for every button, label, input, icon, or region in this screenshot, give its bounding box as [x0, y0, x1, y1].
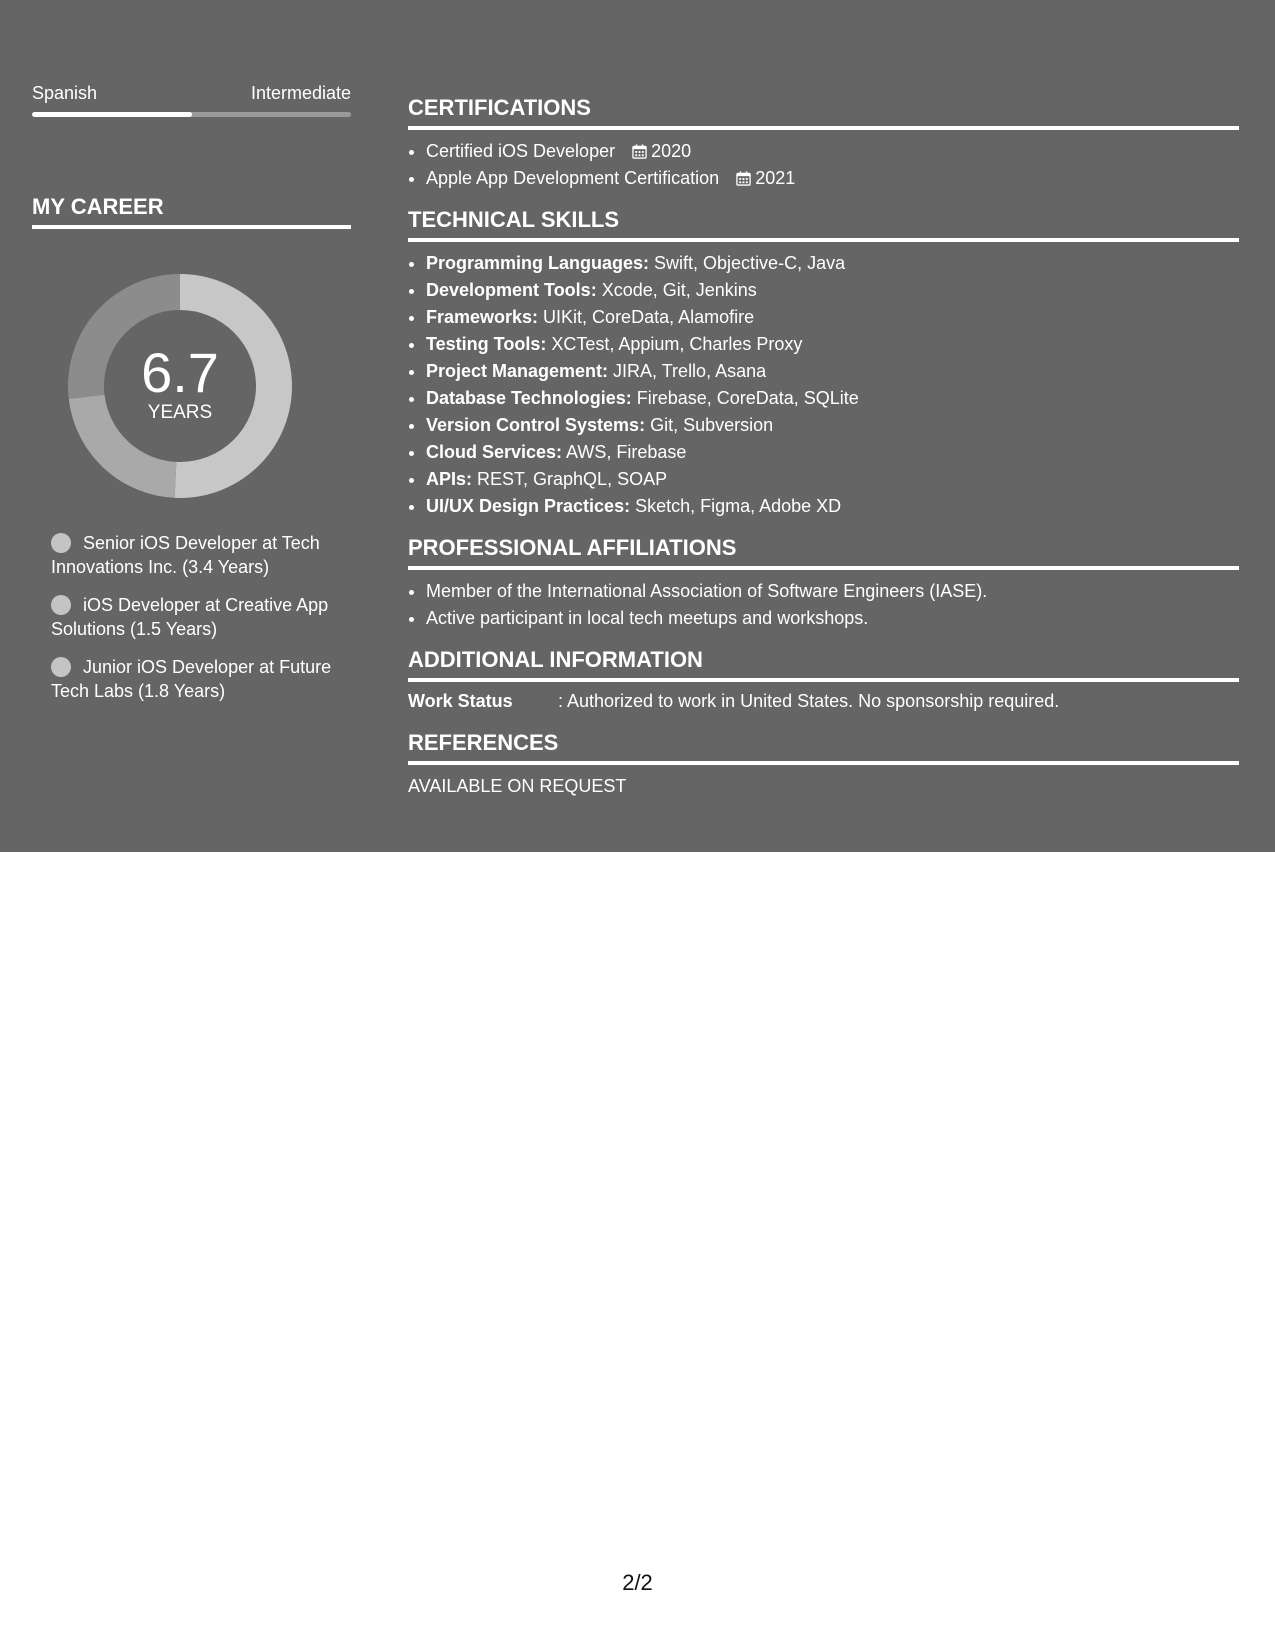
legend-dot-icon	[51, 595, 71, 615]
certification-item	[426, 138, 1239, 165]
work-status-value: : Authorized to work in United States. No sponsorship required.	[558, 691, 1060, 711]
skill-item	[426, 466, 1239, 493]
skill-values: JIRA, Trello, Asana	[608, 361, 767, 381]
additional-info-section	[408, 646, 1239, 715]
skill-category: Programming Languages:	[426, 253, 650, 273]
skill-values: Sketch, Figma, Adobe XD	[630, 496, 842, 516]
career-entry-label: Junior iOS Developer at Future Tech Labs (1.8 Years)	[51, 657, 332, 701]
career-legend-item	[51, 593, 351, 641]
references-text: AVAILABLE ON REQUEST	[408, 776, 627, 796]
skill-item	[426, 493, 1239, 520]
calendar-icon	[632, 144, 647, 159]
skill-category: Testing Tools:	[426, 334, 547, 354]
skill-category: UI/UX Design Practices:	[426, 496, 631, 516]
skill-values: REST, GraphQL, SOAP	[472, 469, 668, 489]
skill-category: APIs:	[426, 469, 473, 489]
work-status-label: Work Status	[408, 691, 513, 711]
legend-dot-icon	[51, 657, 71, 677]
skill-category: Cloud Services:	[426, 442, 563, 462]
skill-item	[426, 385, 1239, 412]
certification-name: Apple App Development Certification	[426, 168, 720, 188]
affiliation-item: • Active participant in local tech meetups and workshops.	[426, 605, 1239, 632]
technical-skills-section	[408, 206, 1239, 520]
affiliations-section	[408, 534, 1239, 632]
career-legend-item	[51, 531, 351, 579]
certification-name: Certified iOS Developer	[426, 141, 616, 161]
skill-category: Development Tools:	[426, 280, 597, 300]
language-proficiency-bar	[32, 112, 351, 117]
language-level: Intermediate	[250, 83, 351, 103]
skill-item	[426, 439, 1239, 466]
donut-center	[67, 273, 293, 499]
skill-item	[426, 277, 1239, 304]
career-entry-label: Senior iOS Developer at Tech Innovations Inc. (3.4 Years)	[51, 533, 320, 577]
skill-values: AWS, Firebase	[562, 442, 687, 462]
language-row	[32, 80, 351, 106]
skill-category: Version Control Systems:	[426, 415, 646, 435]
calendar-icon	[736, 171, 751, 186]
career-total-years: 6.7	[141, 341, 219, 404]
skill-values: XCTest, Appium, Charles Proxy	[546, 334, 803, 354]
skill-item	[426, 331, 1239, 358]
skill-values: Git, Subversion	[645, 415, 774, 435]
affiliation-item: • Member of the International Association of Software Engineers (IASE).	[426, 578, 1239, 605]
certifications-list	[408, 138, 1239, 192]
legend-dot-icon	[51, 533, 71, 553]
skill-values: Swift, Objective-C, Java	[649, 253, 846, 273]
career-legend	[32, 531, 351, 703]
technical-skills-title: TECHNICAL SKILLS	[408, 206, 1239, 242]
references-section	[408, 729, 1239, 800]
certifications-title: CERTIFICATIONS	[408, 94, 1239, 130]
technical-skills-list	[408, 250, 1239, 520]
sidebar	[32, 80, 351, 717]
skill-category: Database Technologies:	[426, 388, 632, 408]
skill-item	[426, 358, 1239, 385]
skill-values: UIKit, CoreData, Alamofire	[538, 307, 755, 327]
main-content	[408, 94, 1239, 814]
career-donut-chart	[67, 273, 293, 499]
skill-values: Firebase, CoreData, SQLite	[631, 388, 859, 408]
skill-values: Xcode, Git, Jenkins	[596, 280, 757, 300]
skill-category: Project Management:	[426, 361, 609, 381]
work-status-row	[408, 688, 1239, 715]
affiliations-list	[408, 578, 1239, 632]
career-total-unit: YEARS	[147, 402, 213, 423]
skill-item	[426, 304, 1239, 331]
additional-info-title: ADDITIONAL INFORMATION	[408, 646, 1239, 682]
affiliations-title: PROFESSIONAL AFFILIATIONS	[408, 534, 1239, 570]
career-legend-item	[51, 655, 351, 703]
career-section-title: MY CAREER	[32, 193, 351, 229]
career-entry-label: iOS Developer at Creative App Solutions (1.5 Years)	[51, 595, 329, 639]
certification-year: 2021	[755, 168, 796, 188]
skill-item	[426, 250, 1239, 277]
certification-year: 2020	[651, 141, 692, 161]
language-name: Spanish	[32, 83, 98, 103]
references-title: REFERENCES	[408, 729, 1239, 765]
certification-item	[426, 165, 1239, 192]
certifications-section	[408, 94, 1239, 192]
skill-item	[426, 412, 1239, 439]
language-proficiency-fill	[32, 112, 192, 117]
page-number: 2/2	[622, 1570, 653, 1595]
skill-category: Frameworks:	[426, 307, 539, 327]
